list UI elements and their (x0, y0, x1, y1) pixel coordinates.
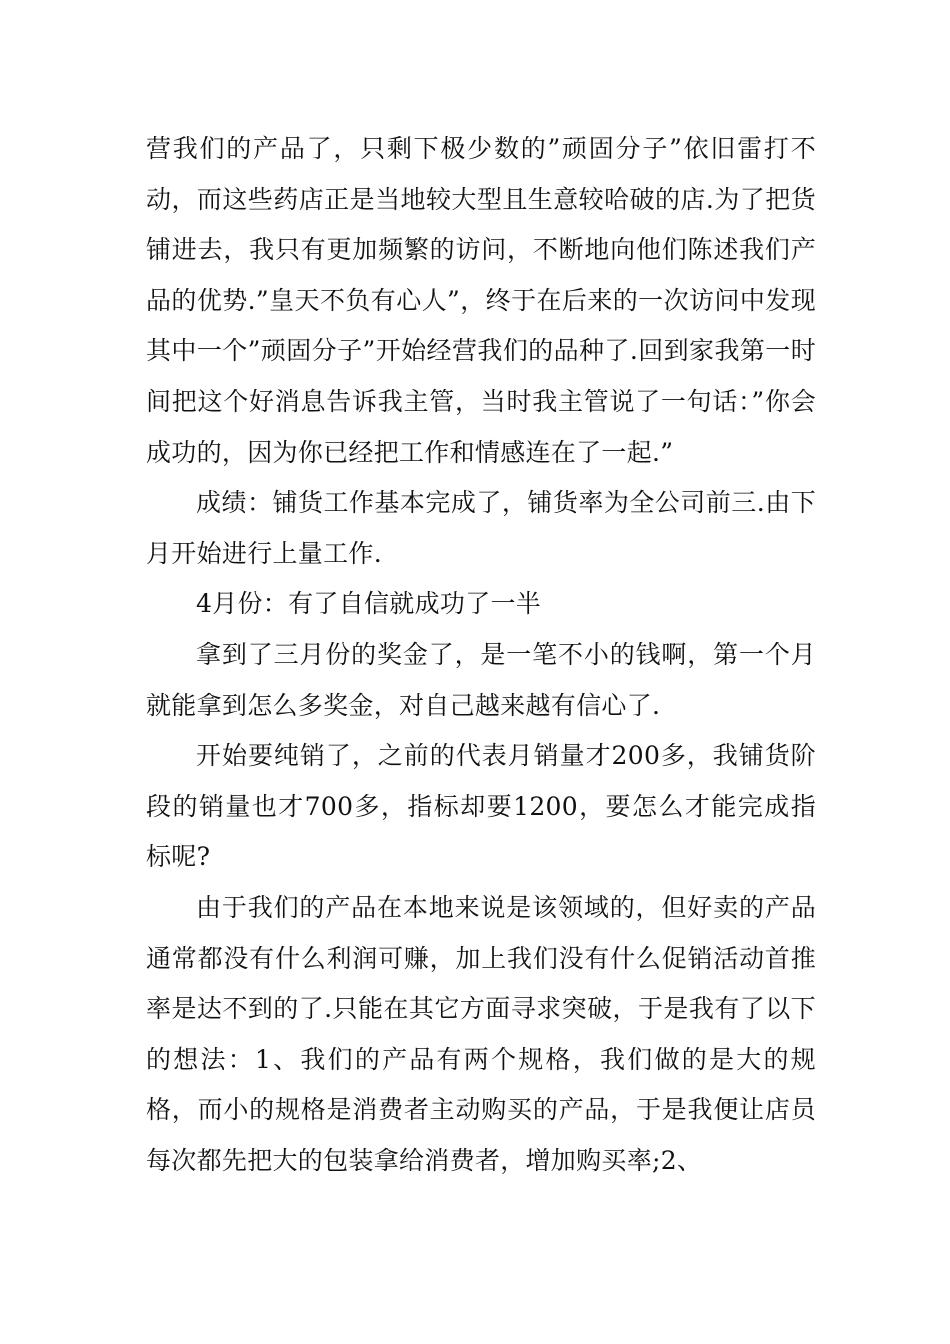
document-body (146, 124, 816, 1186)
paragraph-3-heading: 4月份：有了自信就成功了一半 (196, 589, 542, 619)
paragraph-6: 由于我们的产品在本地来说是该领域的，但好卖的产品通常都没有什么利润可赚，加上我们没有什么促销活动首推率是达不到的了.只能在其它方面寻求突破，于是我有了以下的想法：1、我们的产品有两个规格，我们做的是大的规格，而小的规格是消费者主动购买的产品，于是我便让店员每次都先把大的包装拿给消费者，增加购买率;2、 (146, 892, 816, 1175)
paragraph-1: 营我们的产品了，只剩下极少数的”顽固分子”依旧雷打不动，而这些药店正是当地较大型且生意较哈破的店.为了把货铺进去，我只有更加频繁的访问，不断地向他们陈述我们产品的优势.”皇天不负有心人”，终于在后来的一次访问中发现其中一个”顽固分子”开始经营我们的品种了.回到家我第一时间把这个好消息告诉我主管，当时我主管说了一句话：”你会成功的，因为你已经把工作和情感连在了一起.” (146, 134, 816, 467)
paragraph-4: 拿到了三月份的奖金了，是一笔不小的钱啊，第一个月就能拿到怎么多奖金，对自己越来越有信心了. (146, 639, 816, 720)
paragraph-5: 开始要纯销了，之前的代表月销量才200多，我铺货阶段的销量也才700多，指标却要1200，要怎么才能完成指标呢? (146, 741, 816, 872)
paragraph-2: 成绩：铺货工作基本完成了，铺货率为全公司前三.由下月开始进行上量工作. (146, 488, 816, 568)
